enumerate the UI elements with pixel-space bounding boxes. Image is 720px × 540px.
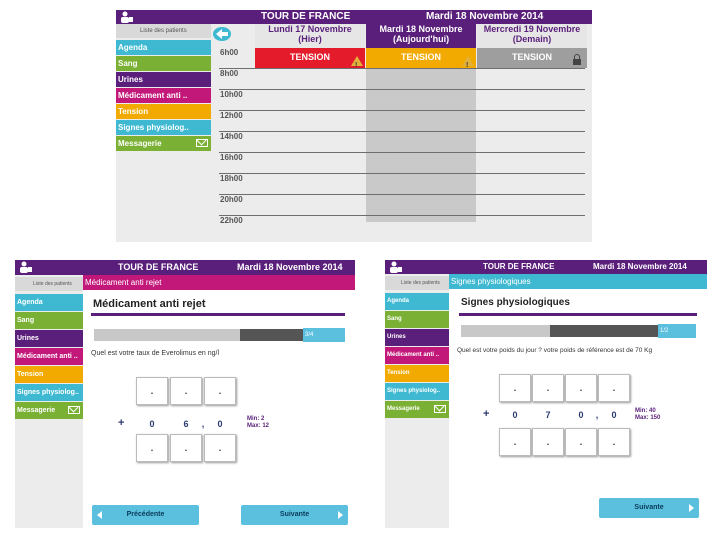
time-label: 8h00 — [220, 69, 239, 78]
time-label: 16h00 — [220, 153, 243, 162]
time-divider — [219, 131, 585, 132]
progress-remaining — [240, 329, 308, 341]
time-label: 22h00 — [220, 216, 243, 225]
signes-screen — [385, 260, 707, 528]
decrement-digit-3[interactable]: . — [204, 434, 236, 462]
increment-digit-1[interactable]: . — [136, 377, 168, 405]
top-bar — [385, 260, 707, 274]
digit-2: 6 — [183, 419, 189, 429]
sidebar — [15, 275, 83, 528]
question-text: Quel est votre poids du jour ? votre poids de référence est de 70 Kg — [457, 347, 653, 354]
mail-icon — [68, 406, 80, 414]
next-label: Suivante — [279, 511, 310, 518]
time-label: 18h00 — [220, 174, 243, 183]
patients-list-button[interactable]: Liste des patients — [15, 277, 83, 291]
sidebar-item-urines[interactable]: Urines — [385, 329, 449, 346]
sidebar-item-medicament[interactable]: Médicament anti .. — [385, 347, 449, 364]
sidebar-item-sang[interactable]: Sang — [15, 312, 83, 329]
increment-digit-3[interactable]: . — [204, 377, 236, 405]
mail-icon — [434, 405, 446, 413]
today-column-highlight — [366, 68, 476, 222]
sidebar-item-sang[interactable]: Sang — [116, 56, 211, 71]
time-label: 10h00 — [220, 90, 243, 99]
next-label: Suivante — [634, 504, 664, 511]
progress-counter: 3/4 — [303, 328, 345, 342]
sidebar-item-messagerie[interactable] — [15, 402, 83, 419]
progress-bar — [461, 325, 659, 337]
user-icon[interactable] — [389, 261, 403, 273]
sign-indicator: + — [483, 408, 490, 420]
time-divider — [219, 110, 585, 111]
patients-list-button[interactable]: Liste des patients — [385, 276, 449, 290]
decrement-digit-1[interactable]: . — [499, 428, 531, 456]
section-title: Médicament anti rejet — [85, 278, 162, 287]
day-header-yesterday: Lundi 17 Novembre (Hier) — [255, 24, 365, 48]
heading-rule — [459, 313, 697, 316]
time-divider — [219, 173, 585, 174]
agenda-screen — [116, 10, 592, 242]
sidebar — [385, 274, 449, 528]
previous-button[interactable] — [92, 505, 199, 525]
digit-3: 0 — [217, 419, 223, 429]
sidebar-item-messagerie[interactable] — [116, 136, 211, 151]
sidebar-item-signes[interactable]: Signes physiolog.. — [385, 383, 449, 400]
time-label: 6h00 — [220, 48, 239, 57]
patients-list-button[interactable]: Liste des patients — [116, 24, 211, 38]
tension-event-tomorrow[interactable]: TENSION — [477, 48, 587, 68]
app-title: TOUR DE FRANCE — [483, 262, 555, 271]
sidebar-item-signes[interactable]: Signes physiolog.. — [116, 120, 211, 135]
section-title-bar — [449, 274, 707, 289]
lock-icon — [573, 59, 581, 65]
form-heading: Médicament anti rejet — [93, 298, 206, 310]
sidebar-item-sang[interactable]: Sang — [385, 311, 449, 328]
app-title: TOUR DE FRANCE — [118, 262, 199, 272]
progress-counter: 1/2 — [658, 324, 696, 338]
digit-3: 0 — [578, 410, 584, 420]
sidebar-item-agenda[interactable]: Agenda — [15, 294, 83, 311]
digit-1: 0 — [149, 419, 155, 429]
decrement-digit-1[interactable]: . — [136, 434, 168, 462]
section-title: Signes physiologiques — [451, 277, 531, 286]
sidebar-item-agenda[interactable]: Agenda — [116, 40, 211, 55]
mail-icon — [196, 139, 208, 147]
day-header-today: Mardi 18 Novembre (Aujourd'hui) — [366, 24, 476, 48]
section-title-bar — [83, 275, 355, 290]
time-divider — [219, 152, 585, 153]
warning-icon — [462, 56, 474, 66]
progress-remaining — [550, 325, 659, 337]
time-divider — [219, 68, 585, 69]
progress-bar — [94, 329, 308, 341]
sign-indicator: + — [118, 417, 125, 429]
increment-digit-1[interactable]: . — [499, 374, 531, 402]
sidebar-item-label: Messagerie — [387, 406, 420, 412]
sidebar-item-medicament[interactable]: Médicament anti .. — [116, 88, 211, 103]
sidebar-item-agenda[interactable]: Agenda — [385, 293, 449, 310]
sidebar-item-messagerie[interactable] — [385, 401, 449, 418]
decrement-digit-2[interactable]: . — [532, 428, 564, 456]
time-divider — [219, 194, 585, 195]
increment-digit-3[interactable]: . — [565, 374, 597, 402]
day-header-tomorrow: Mercredi 19 Novembre (Demain) — [477, 24, 587, 48]
decrement-digit-2[interactable]: . — [170, 434, 202, 462]
medicament-screen — [15, 260, 355, 528]
decrement-digit-4[interactable]: . — [598, 428, 630, 456]
sidebar-item-urines[interactable]: Urines — [116, 72, 211, 87]
chevron-right-icon — [338, 511, 343, 519]
date-title: Mardi 18 Novembre 2014 — [426, 11, 544, 22]
decimal-separator: , — [595, 410, 599, 420]
sidebar-item-tension[interactable]: Tension — [15, 366, 83, 383]
decimal-separator: , — [201, 419, 205, 429]
question-text: Quel est votre taux de Everolimus en ng/l — [91, 350, 220, 357]
user-icon[interactable] — [19, 261, 33, 273]
time-divider — [219, 215, 585, 216]
heading-rule — [91, 313, 345, 316]
increment-digit-2[interactable]: . — [170, 377, 202, 405]
next-button[interactable] — [241, 505, 348, 525]
decrement-digit-3[interactable]: . — [565, 428, 597, 456]
digit-1: 0 — [512, 410, 518, 420]
range-hint: Min: 40 Max: 150 — [635, 408, 661, 421]
increment-digit-2[interactable]: . — [532, 374, 564, 402]
time-label: 12h00 — [220, 111, 243, 120]
tension-event-yesterday[interactable]: TENSION ! — [255, 48, 365, 68]
previous-label: Précédente — [126, 511, 165, 518]
sidebar-item-label: Messagerie — [118, 139, 162, 148]
date-title: Mardi 18 Novembre 2014 — [237, 262, 343, 272]
tension-event-today[interactable]: TENSION ! — [366, 48, 476, 68]
date-title: Mardi 18 Novembre 2014 — [593, 262, 687, 271]
user-icon[interactable] — [120, 11, 134, 23]
sidebar — [116, 24, 211, 242]
chevron-right-icon — [689, 504, 694, 512]
back-arrow-icon[interactable] — [212, 26, 232, 42]
sidebar-item-urines[interactable]: Urines — [15, 330, 83, 347]
digit-2: 7 — [545, 410, 551, 420]
time-label: 20h00 — [220, 195, 243, 204]
app-title: TOUR DE FRANCE — [261, 11, 351, 22]
sidebar-item-tension[interactable]: Tension — [116, 104, 211, 119]
time-divider — [219, 89, 585, 90]
next-button[interactable] — [599, 498, 699, 518]
range-hint: Min: 2 Max: 12 — [247, 416, 270, 429]
sidebar-item-medicament[interactable]: Médicament anti .. — [15, 348, 83, 365]
sidebar-item-signes[interactable]: Signes physiolog.. — [15, 384, 83, 401]
sidebar-item-tension[interactable]: Tension — [385, 365, 449, 382]
time-label: 14h00 — [220, 132, 243, 141]
top-bar — [116, 10, 592, 24]
top-bar — [15, 260, 355, 275]
digit-4: 0 — [611, 410, 617, 420]
sidebar-item-label: Messagerie — [17, 407, 56, 414]
increment-digit-4[interactable]: . — [598, 374, 630, 402]
chevron-left-icon — [97, 511, 102, 519]
warning-icon — [351, 56, 363, 66]
form-heading: Signes physiologiques — [461, 297, 570, 308]
